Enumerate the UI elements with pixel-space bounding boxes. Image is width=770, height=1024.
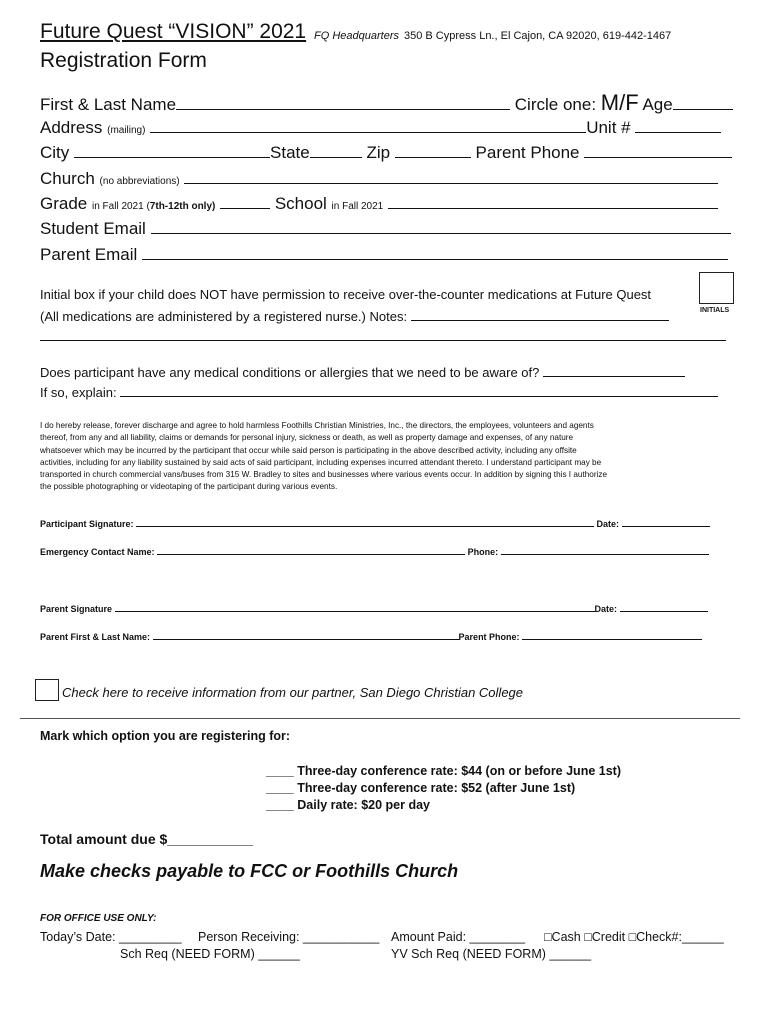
state-input[interactable] xyxy=(310,143,362,158)
student-email-label: Student Email xyxy=(40,219,146,238)
options-list xyxy=(266,763,621,814)
student-email-row xyxy=(40,219,731,239)
total-amount-due[interactable]: Total amount due $___________ xyxy=(40,831,253,847)
parent-signature-label: Parent Signature xyxy=(40,604,113,614)
person-receiving: Person Receiving: ___________ xyxy=(198,930,380,944)
notes-input[interactable] xyxy=(411,306,669,321)
participant-signature-input[interactable] xyxy=(136,516,594,527)
date-label: Date: xyxy=(596,519,620,529)
conditions-input[interactable] xyxy=(543,362,685,377)
parent-signature-input[interactable] xyxy=(115,601,595,612)
form-subtitle: Registration Form xyxy=(40,49,207,72)
waiver-line: thereof, from any and all liability, claims or demands for personal injury, sickness or death, as well as property damage and expenses, of any nature xyxy=(40,433,574,443)
notes-extra-line[interactable] xyxy=(40,328,726,341)
waiver-line: transported in church commercial vans/buses from 315 W. Bradley to sites and businesses where various events occur. In addition by signing this I authorize xyxy=(40,470,608,480)
grade-row xyxy=(40,194,718,214)
initials-box[interactable] xyxy=(699,272,734,304)
address-row xyxy=(40,118,721,138)
checks-payable-note: Make checks payable to FCC or Foothills Church xyxy=(40,861,459,881)
medication-permission-text: Initial box if your child does NOT have permission to receive over-the-counter medications at Future Quest xyxy=(40,287,652,302)
parent-signature-row xyxy=(40,601,708,614)
parent-phone-label: Parent Phone xyxy=(475,143,580,162)
parent-phone-sig-input[interactable] xyxy=(522,629,702,640)
church-input[interactable] xyxy=(184,169,718,184)
emergency-phone-input[interactable] xyxy=(501,544,709,555)
emergency-contact-label: Emergency Contact Name: xyxy=(40,547,155,557)
todays-date: Today’s Date: _________ xyxy=(40,930,182,944)
participant-date-input[interactable] xyxy=(622,516,710,527)
age-input[interactable] xyxy=(673,95,733,110)
options-heading: Mark which option you are registering for: xyxy=(40,729,291,743)
grade-label: Grade xyxy=(40,194,88,213)
unit-label: Unit # xyxy=(586,118,631,137)
unit-input[interactable] xyxy=(635,118,721,133)
notes-label: (All medications are administered by a registered nurse.) Notes: xyxy=(40,309,408,324)
form-title: Future Quest “VISION” 2021 xyxy=(40,20,307,43)
student-email-input[interactable] xyxy=(151,219,731,234)
emergency-contact-row xyxy=(40,544,709,557)
notes-row xyxy=(40,306,669,324)
school-input[interactable] xyxy=(388,194,718,209)
circle-label: Circle one: xyxy=(514,95,597,114)
church-row xyxy=(40,169,718,189)
parent-name-row xyxy=(40,629,702,642)
explain-input[interactable] xyxy=(120,382,718,397)
city-label: City xyxy=(40,143,70,162)
waiver-line: the possible photographing or videotaping of the participant during various events. xyxy=(40,482,338,492)
parent-email-label: Parent Email xyxy=(40,245,138,264)
date-label: Date: xyxy=(594,604,618,614)
zip-input[interactable] xyxy=(395,143,471,158)
yv-sch-req: YV Sch Req (NEED FORM) ______ xyxy=(391,947,592,961)
church-label: Church xyxy=(40,169,95,188)
waiver-line: whatsoever which may be incurred by the participant that occur while said person is participating in the above described activity, including any offsite xyxy=(40,445,577,455)
grade-note-b: 7th-12th only) xyxy=(149,201,216,212)
office-use-heading: FOR OFFICE USE ONLY: xyxy=(40,913,157,924)
payment-method: □Cash □Credit □Check#:______ xyxy=(544,930,724,944)
participant-signature-row xyxy=(40,516,710,529)
parent-phone-label: Parent Phone: xyxy=(458,632,520,642)
option-three-day-late[interactable]: ____ Three-day conference rate: $52 (after June 1st) xyxy=(266,781,576,795)
explain-label: If so, explain: xyxy=(40,385,117,400)
mailing-note: (mailing) xyxy=(107,125,146,136)
parent-name-label: Parent First & Last Name: xyxy=(40,632,151,642)
city-input[interactable] xyxy=(74,143,270,158)
age-label: Age xyxy=(642,95,673,114)
phone-label: Phone: xyxy=(467,547,499,557)
parent-phone-input[interactable] xyxy=(584,143,732,158)
explain-row xyxy=(40,382,718,400)
initials-label: INITIALS xyxy=(700,307,730,314)
name-row xyxy=(40,90,733,116)
waiver-line: I do hereby release, forever discharge and agree to hold harmless Foothills Christian Ministries, Inc., the directors, the employees, volunteers and agents xyxy=(40,421,594,430)
address-label: Address xyxy=(40,118,103,137)
school-label: School xyxy=(274,194,327,213)
grade-note-a: in Fall 2021 ( xyxy=(91,201,150,212)
church-note: (no abbreviations) xyxy=(99,176,180,187)
waiver-line: activities, including for any liability sustained by said acts of said participant, including expenses incurred attendant thereto. I understand participant may be xyxy=(40,457,602,467)
amount-paid: Amount Paid: ________ xyxy=(391,930,526,944)
parent-email-row xyxy=(40,245,728,265)
grade-input[interactable] xyxy=(220,194,270,209)
zip-label: Zip xyxy=(366,143,391,162)
gender-choice[interactable]: M/F xyxy=(600,90,639,115)
address-input[interactable] xyxy=(150,118,586,133)
name-label: First & Last Name xyxy=(40,95,177,114)
school-note: in Fall 2021 xyxy=(331,201,384,212)
state-label: State xyxy=(270,143,310,162)
participant-signature-label: Participant Signature: xyxy=(40,519,134,529)
parent-date-input[interactable] xyxy=(620,601,708,612)
sch-req: Sch Req (NEED FORM) ______ xyxy=(120,947,300,961)
option-daily[interactable]: ____ Daily rate: $20 per day xyxy=(266,798,430,812)
parent-name-input[interactable] xyxy=(153,629,459,640)
name-input[interactable] xyxy=(176,95,510,110)
hq-address: 350 B Cypress Ln., El Cajon, CA 92020, 619-442-1467 xyxy=(404,30,672,42)
conditions-row xyxy=(40,362,685,380)
section-divider xyxy=(20,718,740,719)
city-row xyxy=(40,143,732,163)
waiver-text xyxy=(40,420,607,494)
partner-checkbox[interactable] xyxy=(35,679,59,701)
partner-checkbox-label: Check here to receive information from our partner, San Diego Christian College xyxy=(62,685,524,700)
emergency-contact-input[interactable] xyxy=(157,544,465,555)
hq-label: FQ Headquarters xyxy=(314,30,399,42)
conditions-question: Does participant have any medical conditions or allergies that we need to be aware of? xyxy=(40,365,540,380)
parent-email-input[interactable] xyxy=(142,245,728,260)
option-three-day-early[interactable]: ____ Three-day conference rate: $44 (on or before June 1st) xyxy=(266,764,621,778)
